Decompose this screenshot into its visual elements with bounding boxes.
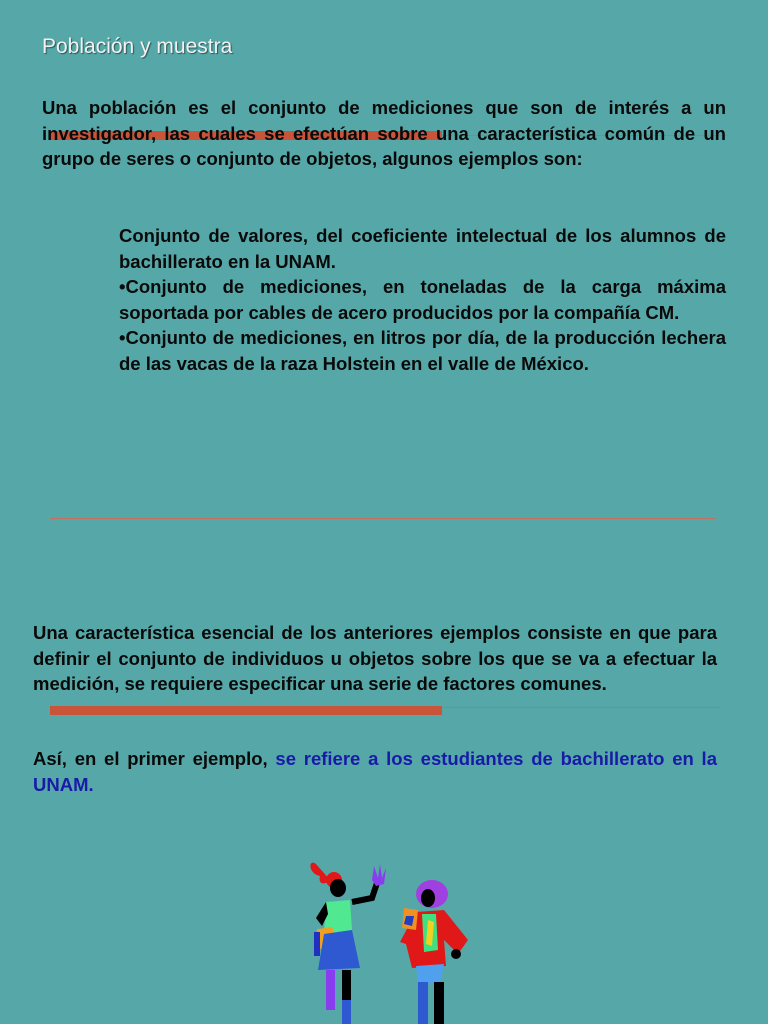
student-left-figure: [310, 863, 386, 1024]
note-highlight: se refiere a los estudiantes de bachillerato en la UNAM.: [33, 748, 717, 795]
divider-line: [50, 518, 716, 519]
intro-paragraph: Una población es el conjunto de mediciones que son de interés a un investigador, las cuales se efectúan sobre una característica común de un grupo de seres o conjunto de objetos, algunos ejemplos son:: [42, 97, 726, 170]
slide-title: Población y muestra: [42, 35, 233, 58]
examples-list: [119, 223, 726, 377]
accent-bar-bottom: [50, 706, 442, 715]
example-note-paragraph: [33, 746, 717, 797]
accent-line-bottom: [442, 707, 720, 708]
example-item-1: Conjunto de valores, del coeficiente intelectual de los alumnos de bachillerato en la UNAM.: [119, 225, 726, 272]
example-item-2: •Conjunto de mediciones, en toneladas de la carga máxima soportada por cables de acero producidos por la compañía CM.: [119, 276, 726, 323]
example-item-3: •Conjunto de mediciones, en litros por día, de la producción lechera de las vacas de la raza Holstein en el valle de México.: [119, 327, 726, 374]
student-right-figure: [400, 880, 468, 1024]
students-illustration: [292, 850, 492, 1024]
note-prefix: Así, en el primer ejemplo,: [33, 748, 276, 769]
characteristic-paragraph: Una característica esencial de los anteriores ejemplos consiste en que para definir el conjunto de individuos u objetos sobre los que se va a efectuar la medición, se requiere especificar una serie de factores comunes.: [33, 622, 717, 695]
